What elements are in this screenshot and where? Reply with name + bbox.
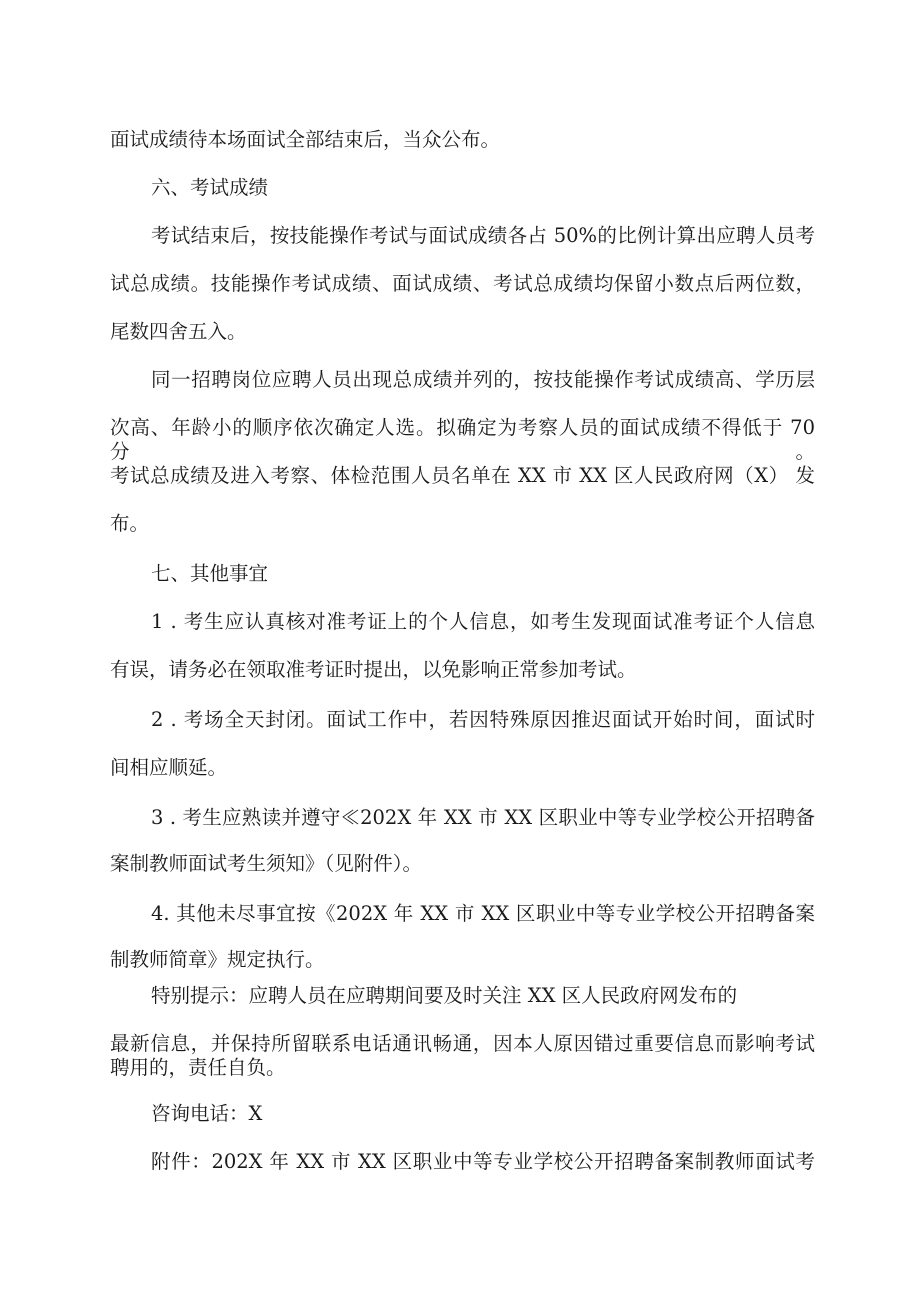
- paragraph-line: 聘用的，责任自负。: [110, 1056, 286, 1079]
- paragraph-line: 试总成绩。技能操作考试成绩、面试成绩、考试总成绩均保留小数点后两位数，: [110, 272, 815, 295]
- paragraph-line: 3 . 考生应熟读并遵守≪202X 年 XX 市 XX 区职业中等专业学校公开招聘备: [151, 806, 815, 829]
- paragraph-line: 4. 其他未尽事宜按《202X 年 XX 市 XX 区职业中等专业学校公开招聘备案: [151, 902, 815, 925]
- paragraph-line: 考试总成绩及进入考察、体检范围人员名单在 XX 市 XX 区人民政府网（X） 发: [110, 464, 815, 487]
- paragraph-line: 尾数四舍五入。: [110, 320, 247, 343]
- attachment-line: 附件：202X 年 XX 市 XX 区职业中等专业学校公开招聘备案制教师面试考: [151, 1150, 815, 1173]
- paragraph-line: 同一招聘岗位应聘人员出现总成绩并列的，按技能操作考试成绩高、学历层: [151, 368, 815, 391]
- paragraph-line: 考试结束后，按技能操作考试与面试成绩各占 50%的比例计算出应聘人员考: [151, 224, 815, 247]
- paragraph-line: 制教师简章》规定执行。: [110, 948, 325, 971]
- special-notice-line: 特别提示：应聘人员在应聘期间要及时关注 XX 区人民政府网发布的: [151, 984, 738, 1007]
- paragraph-line: 有误，请务必在领取准考证时提出，以免影响正常参加考试。: [110, 658, 637, 681]
- contact-phone-line: 咨询电话：X: [151, 1102, 263, 1125]
- paragraph-line: 间相应顺延。: [110, 756, 228, 779]
- paragraph-line: 2 . 考场全天封闭。面试工作中，若因特殊原因推迟面试开始时间，面试时: [151, 708, 815, 731]
- paragraph-line: 次高、年龄小的顺序依次确定人选。拟确定为考察人员的面试成绩不得低于 70 分。: [110, 416, 815, 463]
- section-heading-other-matters: 七、其他事宜: [151, 562, 269, 585]
- paragraph-line: 最新信息，并保持所留联系电话通讯畅通，因本人原因错过重要信息而影响考试: [110, 1032, 815, 1055]
- paragraph-line: 面试成绩待本场面试全部结束后，当众公布。: [110, 128, 501, 151]
- paragraph-line: 布。: [110, 512, 150, 535]
- paragraph-line: 案制教师面试考生须知》（见附件）。: [110, 852, 423, 875]
- paragraph-line: 1 . 考生应认真核对准考证上的个人信息，如考生发现面试准考证个人信息: [151, 610, 815, 633]
- section-heading-exam-results: 六、考试成绩: [151, 176, 269, 199]
